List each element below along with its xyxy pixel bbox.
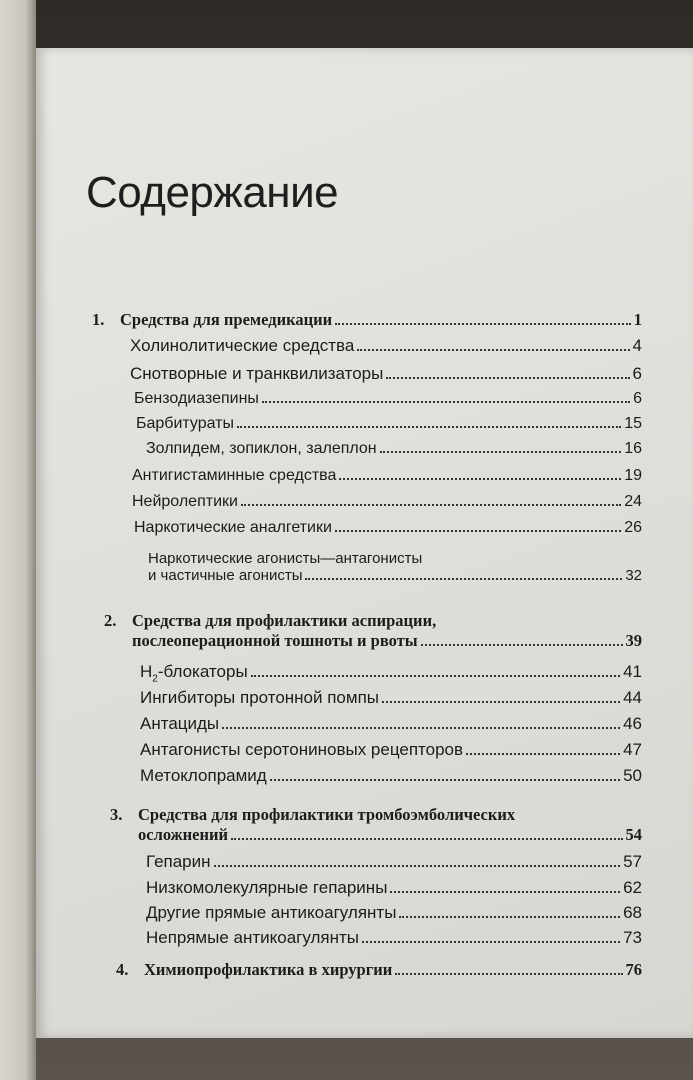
- toc-entry: [130, 364, 642, 384]
- page-title: Содержание: [86, 168, 339, 217]
- dot-leader: [382, 701, 620, 703]
- dot-leader: [362, 941, 620, 943]
- entry-title: Золпидем, зопиклон, залеплон: [146, 440, 377, 457]
- page-number: 44: [623, 688, 642, 707]
- dot-leader: [390, 891, 620, 893]
- toc-entry: [130, 336, 642, 356]
- entry-title: Метоклопрамид: [140, 766, 267, 785]
- entry-title: Снотворные и транквилизаторы: [130, 364, 384, 383]
- entry-title: Антациды: [140, 714, 220, 733]
- toc-entry: [140, 714, 642, 734]
- toc-entry: [132, 467, 642, 485]
- page-number: 46: [623, 714, 642, 733]
- entry-title: Гепарин: [146, 852, 211, 871]
- page-number: 6: [632, 364, 642, 383]
- entry-title: Бензодиазепины: [134, 390, 259, 407]
- dot-leader: [335, 530, 621, 532]
- dot-leader: [357, 349, 629, 351]
- page-number: 50: [623, 766, 642, 785]
- toc-entry: [134, 519, 642, 537]
- page-number: 32: [625, 567, 642, 584]
- entry-title-line: Наркотические агонисты—антагонисты: [148, 550, 423, 567]
- entry-title-line: Средства для профилактики аспирации,: [132, 611, 437, 630]
- page-number: 4: [632, 336, 642, 355]
- dot-leader: [399, 916, 620, 918]
- dot-leader: [466, 753, 620, 755]
- dot-leader: [214, 865, 621, 867]
- entry-title: Химиопрофилактика в хирургии: [144, 960, 393, 979]
- entry-title: Антигистаминные средства: [132, 467, 337, 484]
- dot-leader: [380, 451, 622, 453]
- dot-leader: [222, 727, 620, 729]
- entry-title: Другие прямые антикоагулянты: [146, 903, 397, 922]
- dot-leader: [251, 675, 620, 677]
- page-number: 16: [624, 440, 642, 457]
- dot-leader: [386, 377, 629, 379]
- toc-entry: [136, 440, 642, 458]
- entry-title-line: Средства для профилактики тромбоэмболических: [138, 805, 516, 824]
- page-number: 19: [624, 467, 642, 484]
- dot-leader: [241, 504, 621, 506]
- dot-leader: [231, 838, 623, 840]
- page-number: 15: [624, 415, 642, 432]
- page-number: 26: [624, 519, 642, 536]
- section-number: 3.: [110, 805, 123, 824]
- entry-title: Наркотические аналгетики: [134, 519, 332, 536]
- dot-leader: [335, 323, 631, 325]
- toc-entry: [140, 766, 642, 786]
- page-number: 73: [623, 928, 642, 947]
- section-number: 2.: [104, 611, 117, 630]
- page-number: 47: [623, 740, 642, 759]
- page-number: 6: [633, 390, 642, 407]
- toc-entry: [140, 688, 642, 708]
- toc-entry: [136, 415, 642, 433]
- toc-entry-head: [104, 611, 436, 631]
- entry-title: $Н_2$-блокаторы: [140, 662, 248, 685]
- entry-title: и частичные агонисты: [148, 567, 303, 584]
- dot-leader: [305, 578, 622, 580]
- toc-entry-head: [110, 805, 515, 825]
- section-number: 1.: [92, 310, 105, 329]
- page-number: 39: [625, 631, 642, 650]
- page-number: 41: [623, 662, 642, 681]
- entry-title: Ингибиторы протонной помпы: [140, 688, 379, 707]
- dot-leader: [262, 401, 630, 403]
- dot-leader: [237, 426, 621, 428]
- page-number: 54: [625, 825, 642, 844]
- entry-title: осложнений: [138, 825, 228, 844]
- toc-entry: [92, 310, 642, 330]
- toc-entry: [146, 878, 642, 898]
- dot-leader: [395, 973, 622, 975]
- entry-title: послеоперационной тошноты и рвоты: [132, 631, 418, 650]
- entry-title: Антагонисты серотониновых рецепторов: [140, 740, 464, 759]
- entry-title: Непрямые антикоагулянты: [146, 928, 359, 947]
- page-number: 76: [625, 960, 642, 979]
- dot-leader: [270, 779, 620, 781]
- toc-entry: [148, 567, 642, 584]
- entry-title: Нейролептики: [132, 493, 238, 510]
- entry-title: Средства для премедикации: [120, 310, 333, 329]
- dot-leader: [421, 644, 623, 646]
- toc-entry: [132, 631, 642, 651]
- toc-entry: [146, 852, 642, 872]
- page-number: 57: [623, 852, 642, 871]
- toc-entry: [116, 960, 642, 980]
- toc-entry: [146, 903, 642, 923]
- entry-title: Барбитураты: [136, 415, 234, 432]
- toc-entry: [132, 493, 642, 511]
- entry-title: Низкомолекулярные гепарины: [146, 878, 388, 897]
- facing-page-edge: [0, 0, 36, 1080]
- entry-title: Холинолитические средства: [130, 336, 355, 355]
- page-number: 1: [633, 310, 642, 329]
- toc-entry: [146, 928, 642, 948]
- page-number: 62: [623, 878, 642, 897]
- page-number: 68: [623, 903, 642, 922]
- section-number: 4.: [116, 960, 129, 979]
- page-number: 24: [624, 493, 642, 510]
- toc-entry: [134, 390, 642, 408]
- toc-entry: [140, 662, 642, 684]
- toc-entry: [140, 740, 642, 760]
- dot-leader: [339, 478, 621, 480]
- toc-entry: [138, 825, 642, 845]
